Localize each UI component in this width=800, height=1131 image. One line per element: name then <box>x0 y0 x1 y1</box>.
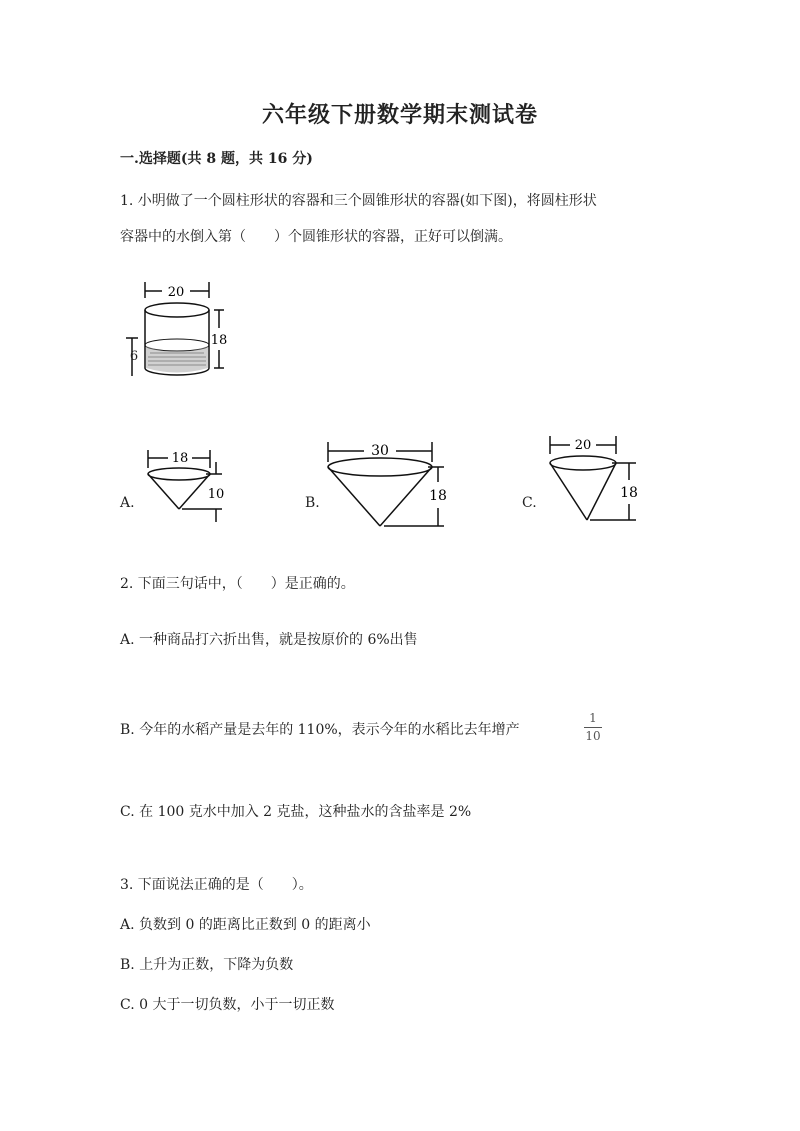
q2-option-b: B. 今年的水稻产量是去年的 110%，表示今年的水稻比去年增产 <box>120 722 520 738</box>
q1-text-line2: 容器中的水倒入第（ ）个圆锥形状的容器，正好可以倒满。 <box>120 229 512 245</box>
q2-option-c: C. 在 100 克水中加入 2 克盐，这种盐水的含盐率是 2% <box>120 804 472 820</box>
water-height-label: 6 <box>129 349 139 364</box>
q2-option-a: A. 一种商品打六折出售，就是按原价的 6%出售 <box>120 632 418 648</box>
q3-option-c: C. 0 大于一切负数，小于一切正数 <box>120 997 335 1013</box>
q2-stem: 2. 下面三句话中，（ ）是正确的。 <box>120 576 355 592</box>
cone-c-height-label: 18 <box>620 485 638 501</box>
fraction-denominator: 10 <box>585 729 601 743</box>
q3-stem: 3. 下面说法正确的是（ ）。 <box>120 877 313 893</box>
cone-a-figure <box>140 444 250 526</box>
cone-c-figure <box>540 432 650 526</box>
cone-c-diameter-label: 20 <box>574 438 592 453</box>
cone-b-height-label: 18 <box>429 488 447 504</box>
fraction-numerator: 1 <box>589 711 597 725</box>
q2-option-b-fraction <box>584 712 602 743</box>
page-title: 六年级下册数学期末测试卷 <box>261 102 538 128</box>
q1-text-line1: 1. 小明做了一个圆柱形状的容器和三个圆锥形状的容器(如下图)，将圆柱形状 <box>120 193 597 209</box>
cone-a-height-label: 10 <box>207 487 225 502</box>
q3-option-a: A. 负数到 0 的距离比正数到 0 的距离小 <box>120 917 371 933</box>
q3-option-b: B. 上升为正数，下降为负数 <box>120 957 294 973</box>
q1-option-a-label: A. <box>120 495 135 511</box>
cylinder-height-label: 18 <box>210 333 228 348</box>
cone-b-diameter-label: 30 <box>371 443 389 459</box>
cylinder-figure <box>120 278 240 380</box>
cylinder-diameter-label: 20 <box>167 285 185 300</box>
cone-b-figure <box>318 436 458 532</box>
section-heading: 一.选择题(共 8 题，共 16 分) <box>120 151 313 167</box>
cone-a-diameter-label: 18 <box>171 451 189 466</box>
